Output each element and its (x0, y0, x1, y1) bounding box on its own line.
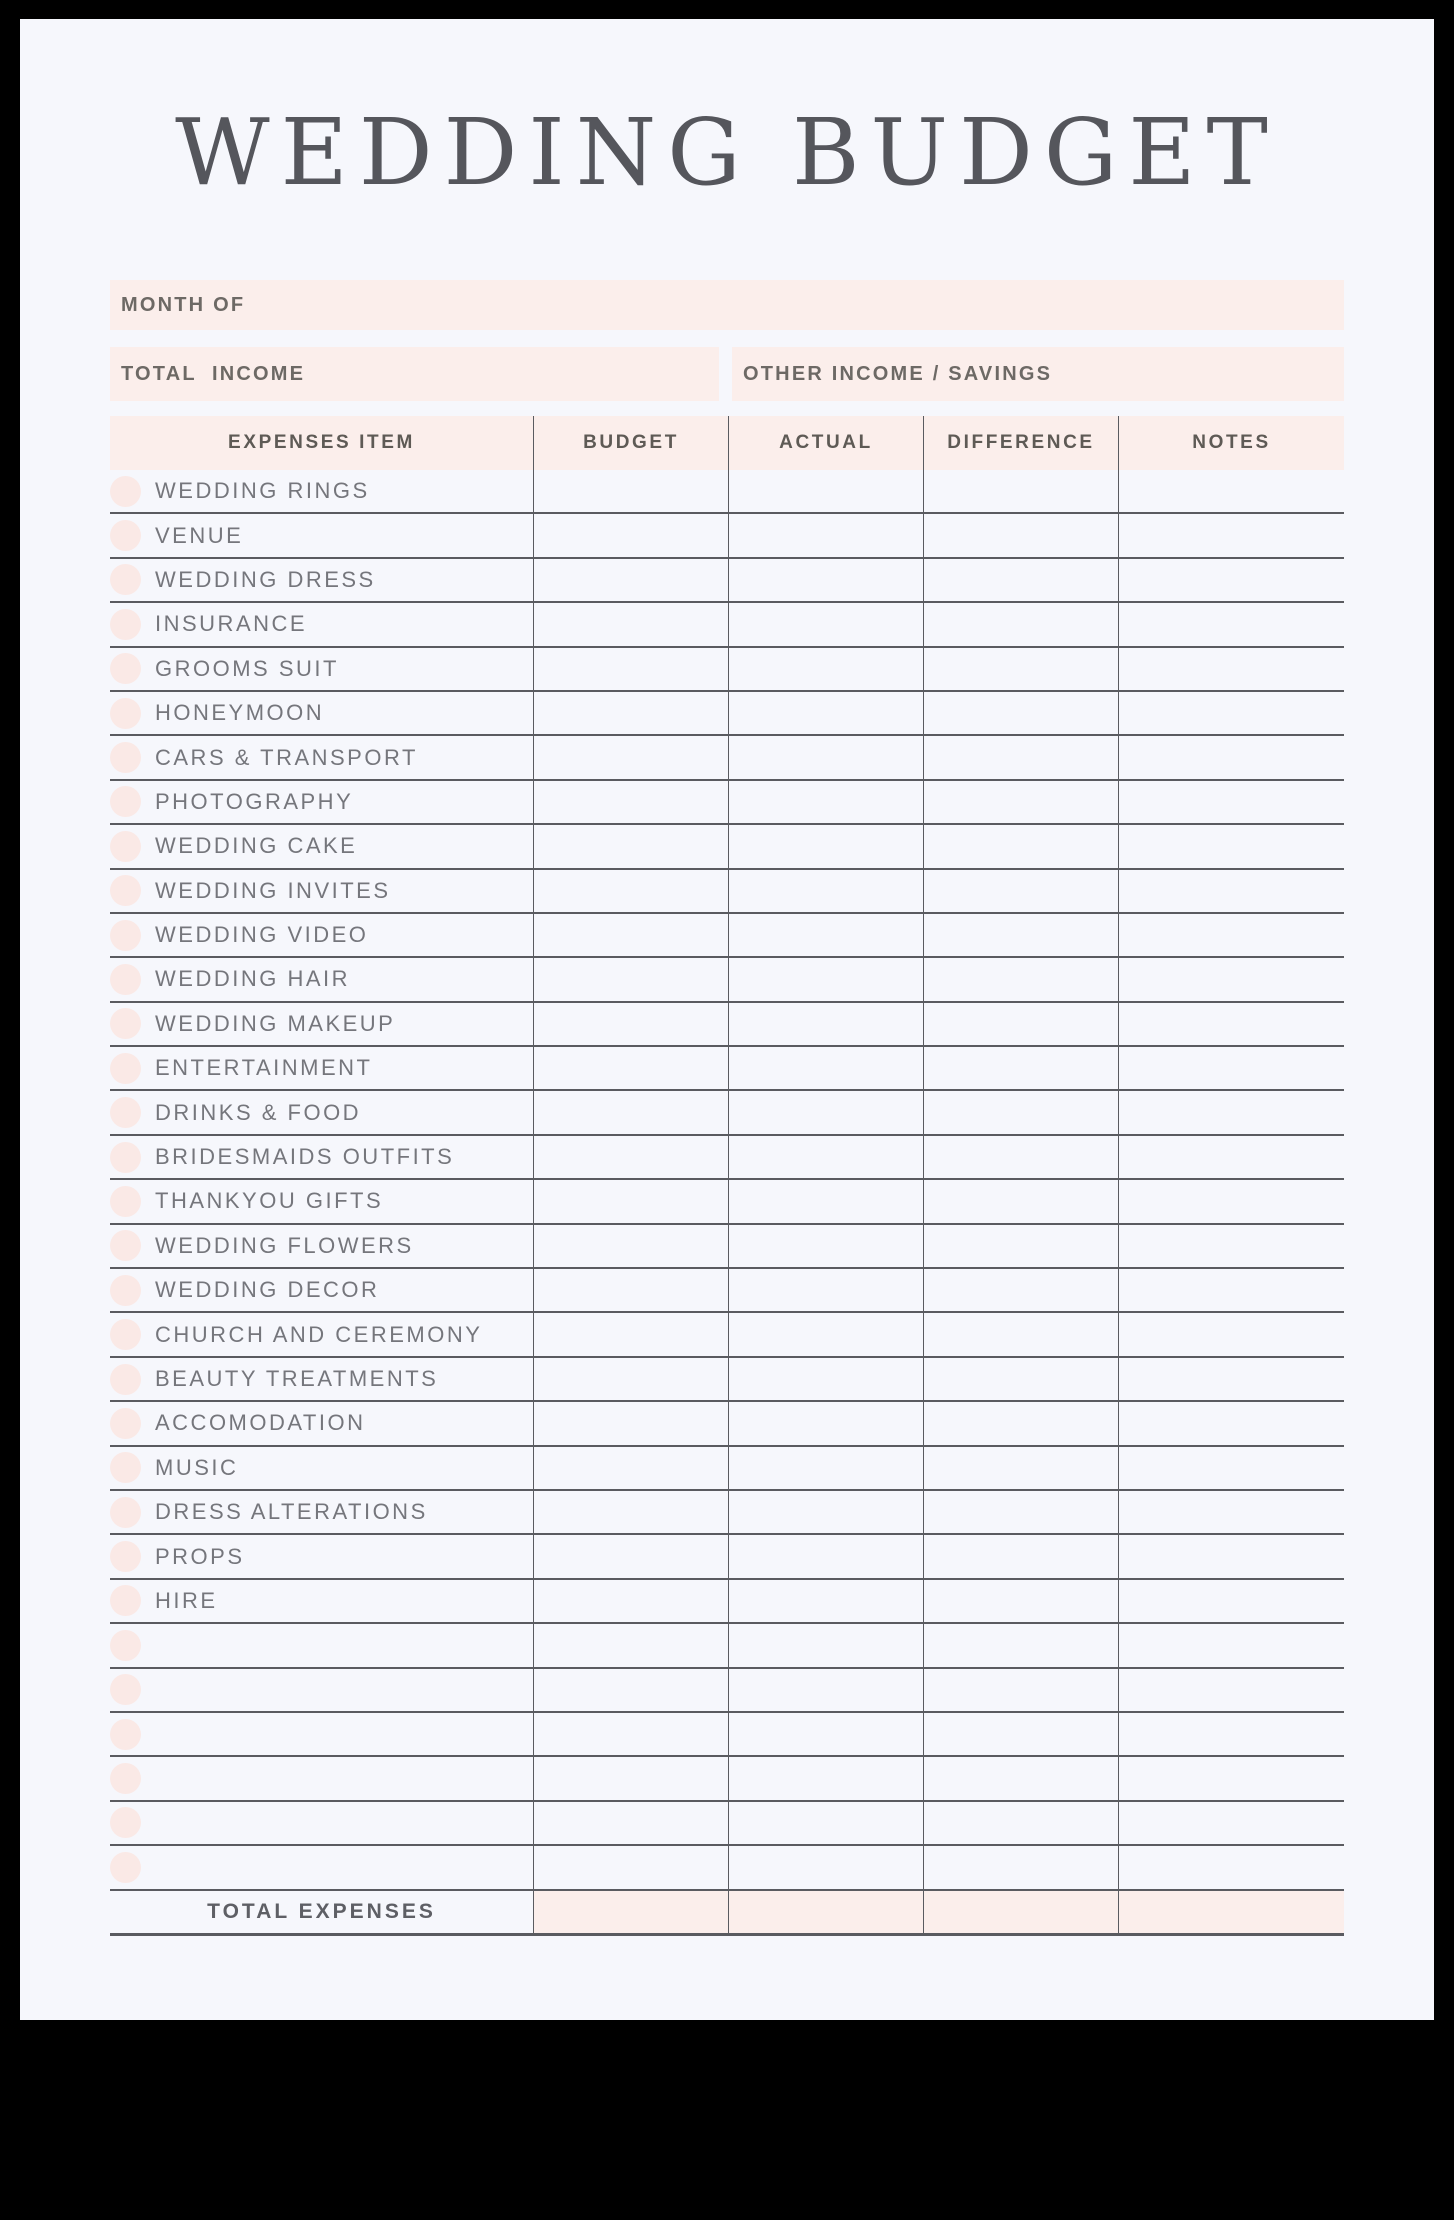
bullet-circle-icon (110, 1230, 141, 1261)
actual-cell[interactable] (728, 470, 923, 512)
notes-cell[interactable] (1118, 1447, 1344, 1489)
actual-cell[interactable] (728, 1180, 923, 1222)
difference-cell[interactable] (923, 1402, 1118, 1444)
budget-cell[interactable] (533, 1180, 728, 1222)
difference-cell[interactable] (923, 1757, 1118, 1799)
expense-item-label: WEDDING RINGS (155, 478, 370, 504)
expense-item-cell (110, 470, 533, 512)
total-income-field[interactable] (110, 347, 719, 401)
bullet-circle-icon (110, 1319, 141, 1350)
header-expenses-item: EXPENSES ITEM (228, 432, 415, 453)
actual-cell[interactable] (728, 1358, 923, 1400)
table-row (110, 1313, 1344, 1357)
difference-cell[interactable] (923, 1136, 1118, 1178)
notes-cell[interactable] (1118, 1091, 1344, 1133)
budget-cell[interactable] (533, 692, 728, 734)
budget-cell[interactable] (533, 470, 728, 512)
header-notes: NOTES (1118, 416, 1344, 470)
expense-item-cell (110, 1624, 533, 1666)
table-row (110, 1180, 1344, 1224)
expense-item-label: HONEYMOON (155, 700, 325, 726)
table-row (110, 914, 1344, 958)
total-expenses-row (110, 1891, 1344, 1936)
budget-cell[interactable] (533, 1624, 728, 1666)
table-row (110, 1047, 1344, 1091)
expense-item-cell (110, 1225, 533, 1267)
month-of-field[interactable] (110, 280, 1344, 330)
budget-cell[interactable] (533, 1669, 728, 1711)
actual-cell[interactable] (728, 825, 923, 867)
actual-cell[interactable] (728, 1402, 923, 1444)
expense-item-cell (110, 1269, 533, 1311)
expenses-table (110, 416, 1344, 1936)
budget-cell[interactable] (533, 870, 728, 912)
expenses-rows (110, 470, 1344, 1891)
actual-cell[interactable] (728, 870, 923, 912)
budget-cell[interactable] (533, 1269, 728, 1311)
difference-cell[interactable] (923, 470, 1118, 512)
bullet-circle-icon (110, 1053, 141, 1084)
bullet-circle-icon (110, 520, 141, 551)
expense-item-cell (110, 1313, 533, 1355)
expense-item-cell (110, 514, 533, 556)
bullet-circle-icon (110, 1674, 141, 1705)
expense-item-label: WEDDING FLOWERS (155, 1232, 414, 1258)
actual-cell[interactable] (728, 1047, 923, 1089)
budget-cell[interactable] (533, 1846, 728, 1888)
expense-item-label: WEDDING DECOR (155, 1277, 380, 1303)
bullet-circle-icon (110, 1852, 141, 1883)
table-row (110, 559, 1344, 603)
table-row (110, 1269, 1344, 1313)
notes-cell[interactable] (1118, 514, 1344, 556)
notes-cell[interactable] (1118, 1313, 1344, 1355)
budget-cell[interactable] (533, 648, 728, 690)
table-row (110, 1402, 1344, 1446)
expense-item-cell (110, 603, 533, 645)
difference-cell[interactable] (923, 825, 1118, 867)
bullet-circle-icon (110, 1763, 141, 1794)
expense-item-label: ACCOMODATION (155, 1410, 366, 1436)
bullet-circle-icon (110, 564, 141, 595)
expense-item-label: PROPS (155, 1543, 245, 1569)
actual-cell[interactable] (728, 1225, 923, 1267)
difference-cell[interactable] (923, 736, 1118, 778)
budget-cell[interactable] (533, 1713, 728, 1755)
table-row (110, 1136, 1344, 1180)
notes-cell[interactable] (1118, 1846, 1344, 1888)
header-actual: ACTUAL (728, 416, 923, 470)
difference-cell[interactable] (923, 648, 1118, 690)
expense-item-label: ENTERTAINMENT (155, 1055, 373, 1081)
difference-cell[interactable] (923, 1713, 1118, 1755)
expense-item-cell (110, 1580, 533, 1622)
actual-cell[interactable] (728, 736, 923, 778)
actual-cell[interactable] (728, 603, 923, 645)
budget-cell[interactable] (533, 1225, 728, 1267)
difference-cell[interactable] (923, 1225, 1118, 1267)
expense-item-cell (110, 1802, 533, 1844)
budget-cell[interactable] (533, 1003, 728, 1045)
table-row (110, 648, 1344, 692)
notes-cell[interactable] (1118, 1003, 1344, 1045)
expense-item-label: INSURANCE (155, 611, 308, 637)
other-income-savings-field[interactable] (732, 347, 1344, 401)
table-row (110, 1003, 1344, 1047)
expense-item-cell (110, 1136, 533, 1178)
expense-item-cell (110, 781, 533, 823)
notes-cell[interactable] (1118, 603, 1344, 645)
difference-cell[interactable] (923, 870, 1118, 912)
expense-item-cell (110, 1003, 533, 1045)
notes-cell[interactable] (1118, 1580, 1344, 1622)
bullet-circle-icon (110, 476, 141, 507)
difference-cell[interactable] (923, 1358, 1118, 1400)
expense-item-label: THANKYOU GIFTS (155, 1188, 384, 1214)
table-row (110, 1757, 1344, 1801)
notes-cell[interactable] (1118, 736, 1344, 778)
difference-cell[interactable] (923, 1180, 1118, 1222)
bullet-circle-icon (110, 1541, 141, 1572)
expenses-table-header (110, 416, 1344, 470)
total-budget-cell[interactable] (533, 1891, 728, 1933)
budget-cell[interactable] (533, 603, 728, 645)
total-expenses-label: TOTAL EXPENSES (207, 1899, 436, 1923)
notes-cell[interactable] (1118, 1713, 1344, 1755)
bullet-circle-icon (110, 1807, 141, 1838)
difference-cell[interactable] (923, 1535, 1118, 1577)
budget-cell[interactable] (533, 1358, 728, 1400)
bullet-circle-icon (110, 1275, 141, 1306)
difference-cell[interactable] (923, 1802, 1118, 1844)
notes-cell[interactable] (1118, 1402, 1344, 1444)
bullet-circle-icon (110, 1008, 141, 1039)
budget-cell[interactable] (533, 1313, 728, 1355)
expense-item-label: MUSIC (155, 1454, 239, 1480)
expense-item-cell (110, 914, 533, 956)
notes-cell[interactable] (1118, 1047, 1344, 1089)
expense-item-label: VENUE (155, 522, 244, 548)
table-row (110, 781, 1344, 825)
table-row (110, 1713, 1344, 1757)
expense-item-cell (110, 692, 533, 734)
budget-cell[interactable] (533, 1802, 728, 1844)
actual-cell[interactable] (728, 1713, 923, 1755)
table-row (110, 1846, 1344, 1890)
difference-cell[interactable] (923, 1491, 1118, 1533)
expense-item-cell (110, 1180, 533, 1222)
difference-cell[interactable] (923, 781, 1118, 823)
budget-cell[interactable] (533, 781, 728, 823)
expense-item-cell (110, 1047, 533, 1089)
bullet-circle-icon (110, 609, 141, 640)
expense-item-label: WEDDING INVITES (155, 877, 391, 903)
actual-cell[interactable] (728, 1313, 923, 1355)
budget-cell[interactable] (533, 514, 728, 556)
budget-cell[interactable] (533, 825, 728, 867)
notes-cell[interactable] (1118, 1802, 1344, 1844)
actual-cell[interactable] (728, 781, 923, 823)
actual-cell[interactable] (728, 1491, 923, 1533)
expense-item-cell (110, 1669, 533, 1711)
total-difference-cell[interactable] (923, 1891, 1118, 1933)
expense-item-label: CHURCH AND CEREMONY (155, 1321, 483, 1347)
actual-cell[interactable] (728, 1447, 923, 1489)
page-title: WEDDING BUDGET (175, 99, 1279, 206)
bullet-circle-icon (110, 875, 141, 906)
difference-cell[interactable] (923, 1003, 1118, 1045)
expense-item-cell (110, 1713, 533, 1755)
notes-cell[interactable] (1118, 1757, 1344, 1799)
bullet-circle-icon (110, 742, 141, 773)
actual-cell[interactable] (728, 1846, 923, 1888)
difference-cell[interactable] (923, 559, 1118, 601)
expense-item-cell (110, 1402, 533, 1444)
expense-item-cell (110, 1358, 533, 1400)
table-row (110, 958, 1344, 1002)
expense-item-label: WEDDING DRESS (155, 566, 376, 592)
difference-cell[interactable] (923, 1269, 1118, 1311)
table-row (110, 1358, 1344, 1402)
notes-cell[interactable] (1118, 1535, 1344, 1577)
budget-cell[interactable] (533, 1580, 728, 1622)
notes-cell[interactable] (1118, 1624, 1344, 1666)
bullet-circle-icon (110, 1408, 141, 1439)
expense-item-label: GROOMS SUIT (155, 655, 339, 681)
total-notes-cell[interactable] (1118, 1891, 1344, 1933)
budget-cell[interactable] (533, 1757, 728, 1799)
table-row (110, 1447, 1344, 1491)
bullet-circle-icon (110, 1186, 141, 1217)
expense-item-cell (110, 1846, 533, 1888)
difference-cell[interactable] (923, 1669, 1118, 1711)
budget-cell[interactable] (533, 958, 728, 1000)
bullet-circle-icon (110, 1364, 141, 1395)
difference-cell[interactable] (923, 958, 1118, 1000)
table-row (110, 470, 1344, 514)
notes-cell[interactable] (1118, 781, 1344, 823)
actual-cell[interactable] (728, 1757, 923, 1799)
difference-cell[interactable] (923, 914, 1118, 956)
actual-cell[interactable] (728, 1669, 923, 1711)
table-row (110, 514, 1344, 558)
budget-cell[interactable] (533, 1402, 728, 1444)
budget-cell[interactable] (533, 559, 728, 601)
notes-cell[interactable] (1118, 1269, 1344, 1311)
expense-item-label: CARS & TRANSPORT (155, 744, 418, 770)
planner-page (20, 19, 1434, 2020)
bullet-circle-icon (110, 1719, 141, 1750)
budget-cell[interactable] (533, 736, 728, 778)
difference-cell[interactable] (923, 1846, 1118, 1888)
actual-cell[interactable] (728, 914, 923, 956)
notes-cell[interactable] (1118, 1225, 1344, 1267)
table-row (110, 736, 1344, 780)
expense-item-label: DRINKS & FOOD (155, 1099, 362, 1125)
expense-item-label: HIRE (155, 1587, 218, 1613)
actual-cell[interactable] (728, 1535, 923, 1577)
budget-cell[interactable] (533, 914, 728, 956)
other-income-savings-label: OTHER INCOME / SAVINGS (743, 362, 1053, 385)
budget-cell[interactable] (533, 1447, 728, 1489)
table-row (110, 1491, 1344, 1535)
notes-cell[interactable] (1118, 470, 1344, 512)
difference-cell[interactable] (923, 1091, 1118, 1133)
total-income-label: TOTAL INCOME (121, 362, 306, 385)
table-row (110, 1669, 1344, 1713)
actual-cell[interactable] (728, 1269, 923, 1311)
header-budget: BUDGET (533, 416, 728, 470)
expense-item-label: WEDDING HAIR (155, 966, 350, 992)
expense-item-cell (110, 1757, 533, 1799)
actual-cell[interactable] (728, 1136, 923, 1178)
notes-cell[interactable] (1118, 559, 1344, 601)
actual-cell[interactable] (728, 958, 923, 1000)
table-row (110, 692, 1344, 736)
actual-cell[interactable] (728, 1624, 923, 1666)
expense-item-cell (110, 958, 533, 1000)
bullet-circle-icon (110, 920, 141, 951)
expense-item-label: BRIDESMAIDS OUTFITS (155, 1144, 455, 1170)
expense-item-label: WEDDING MAKEUP (155, 1010, 396, 1036)
difference-cell[interactable] (923, 1313, 1118, 1355)
bullet-circle-icon (110, 1452, 141, 1483)
notes-cell[interactable] (1118, 914, 1344, 956)
expense-item-cell (110, 825, 533, 867)
bullet-circle-icon (110, 1585, 141, 1616)
actual-cell[interactable] (728, 514, 923, 556)
table-row (110, 1091, 1344, 1135)
month-of-label: MONTH OF (121, 293, 246, 316)
table-row (110, 1624, 1344, 1668)
difference-cell[interactable] (923, 1047, 1118, 1089)
total-actual-cell[interactable] (728, 1891, 923, 1933)
actual-cell[interactable] (728, 692, 923, 734)
notes-cell[interactable] (1118, 1136, 1344, 1178)
bullet-circle-icon (110, 653, 141, 684)
budget-cell[interactable] (533, 1535, 728, 1577)
budget-cell[interactable] (533, 1136, 728, 1178)
expense-item-cell (110, 559, 533, 601)
notes-cell[interactable] (1118, 1358, 1344, 1400)
table-row (110, 1802, 1344, 1846)
difference-cell[interactable] (923, 514, 1118, 556)
table-row (110, 603, 1344, 647)
expense-item-cell (110, 1535, 533, 1577)
table-row (110, 1535, 1344, 1579)
difference-cell[interactable] (923, 692, 1118, 734)
notes-cell[interactable] (1118, 1180, 1344, 1222)
difference-cell[interactable] (923, 603, 1118, 645)
budget-cell[interactable] (533, 1091, 728, 1133)
expense-item-cell (110, 1091, 533, 1133)
actual-cell[interactable] (728, 1091, 923, 1133)
notes-cell[interactable] (1118, 648, 1344, 690)
bullet-circle-icon (110, 1097, 141, 1128)
expense-item-label: PHOTOGRAPHY (155, 788, 354, 814)
bullet-circle-icon (110, 1142, 141, 1173)
total-expenses-label-cell (110, 1891, 533, 1933)
expense-item-label: DRESS ALTERATIONS (155, 1499, 428, 1525)
actual-cell[interactable] (728, 1580, 923, 1622)
expense-item-cell (110, 1447, 533, 1489)
notes-cell[interactable] (1118, 958, 1344, 1000)
table-row (110, 1580, 1344, 1624)
table-row (110, 870, 1344, 914)
budget-cell[interactable] (533, 1491, 728, 1533)
expense-item-label: WEDDING CAKE (155, 833, 358, 859)
bullet-circle-icon (110, 831, 141, 862)
bullet-circle-icon (110, 964, 141, 995)
actual-cell[interactable] (728, 648, 923, 690)
budget-cell[interactable] (533, 1047, 728, 1089)
difference-cell[interactable] (923, 1580, 1118, 1622)
expense-item-label: BEAUTY TREATMENTS (155, 1366, 439, 1391)
difference-cell[interactable] (923, 1447, 1118, 1489)
table-row (110, 825, 1344, 869)
table-row (110, 1225, 1344, 1269)
bullet-circle-icon (110, 698, 141, 729)
notes-cell[interactable] (1118, 825, 1344, 867)
notes-cell[interactable] (1118, 692, 1344, 734)
expense-item-cell (110, 736, 533, 778)
expense-item-cell (110, 870, 533, 912)
expense-item-cell (110, 1491, 533, 1533)
bullet-circle-icon (110, 786, 141, 817)
bullet-circle-icon (110, 1630, 141, 1661)
notes-cell[interactable] (1118, 870, 1344, 912)
notes-cell[interactable] (1118, 1491, 1344, 1533)
expense-item-label: WEDDING VIDEO (155, 922, 369, 948)
bullet-circle-icon (110, 1497, 141, 1528)
actual-cell[interactable] (728, 1802, 923, 1844)
expense-item-cell (110, 648, 533, 690)
header-difference: DIFFERENCE (923, 416, 1118, 470)
notes-cell[interactable] (1118, 1669, 1344, 1711)
actual-cell[interactable] (728, 559, 923, 601)
difference-cell[interactable] (923, 1624, 1118, 1666)
actual-cell[interactable] (728, 1003, 923, 1045)
